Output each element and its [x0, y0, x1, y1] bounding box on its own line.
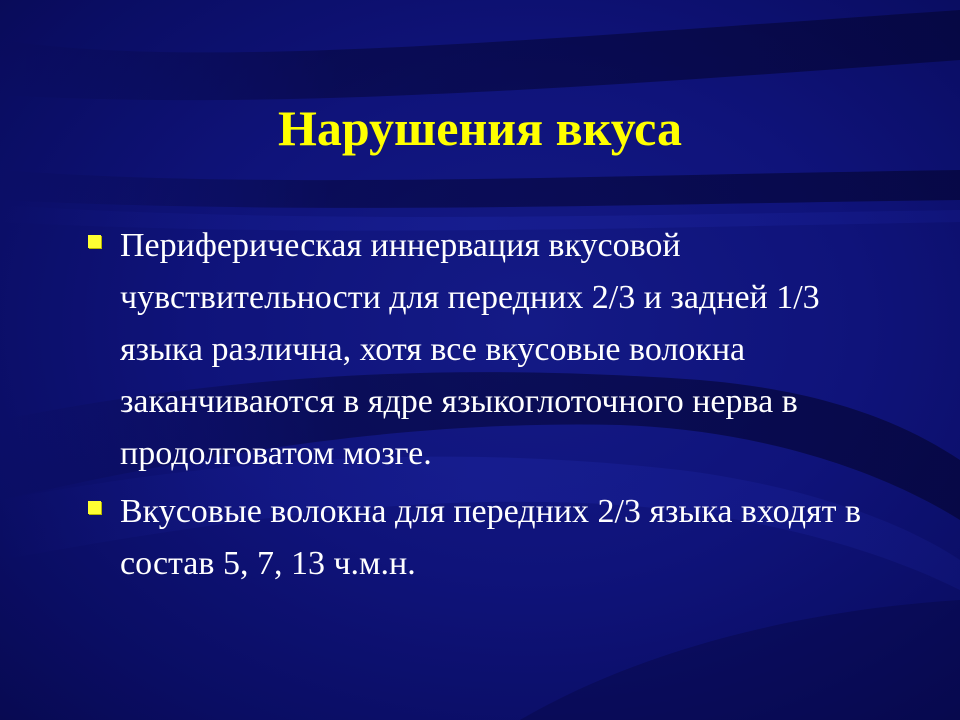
bullet-text: Вкусовые волокна для передних 2/3 языка входят в состав 5, 7, 13 ч.м.н.	[120, 493, 862, 582]
bullet-list	[88, 220, 868, 596]
square-bullet-icon	[88, 501, 101, 514]
bullet-item	[88, 486, 868, 590]
slide-title: Нарушения вкуса	[278, 100, 682, 156]
bullet-text: Периферическая иннервация вкусовой чувствительности для передних 2/3 и задней 1/3 языка различна, хотя все вкусовые волокна заканчиваются в ядре языкоглоточного нерва в продолговатом мозге.	[120, 227, 820, 472]
bullet-item	[88, 220, 868, 480]
square-bullet-icon	[88, 235, 101, 248]
